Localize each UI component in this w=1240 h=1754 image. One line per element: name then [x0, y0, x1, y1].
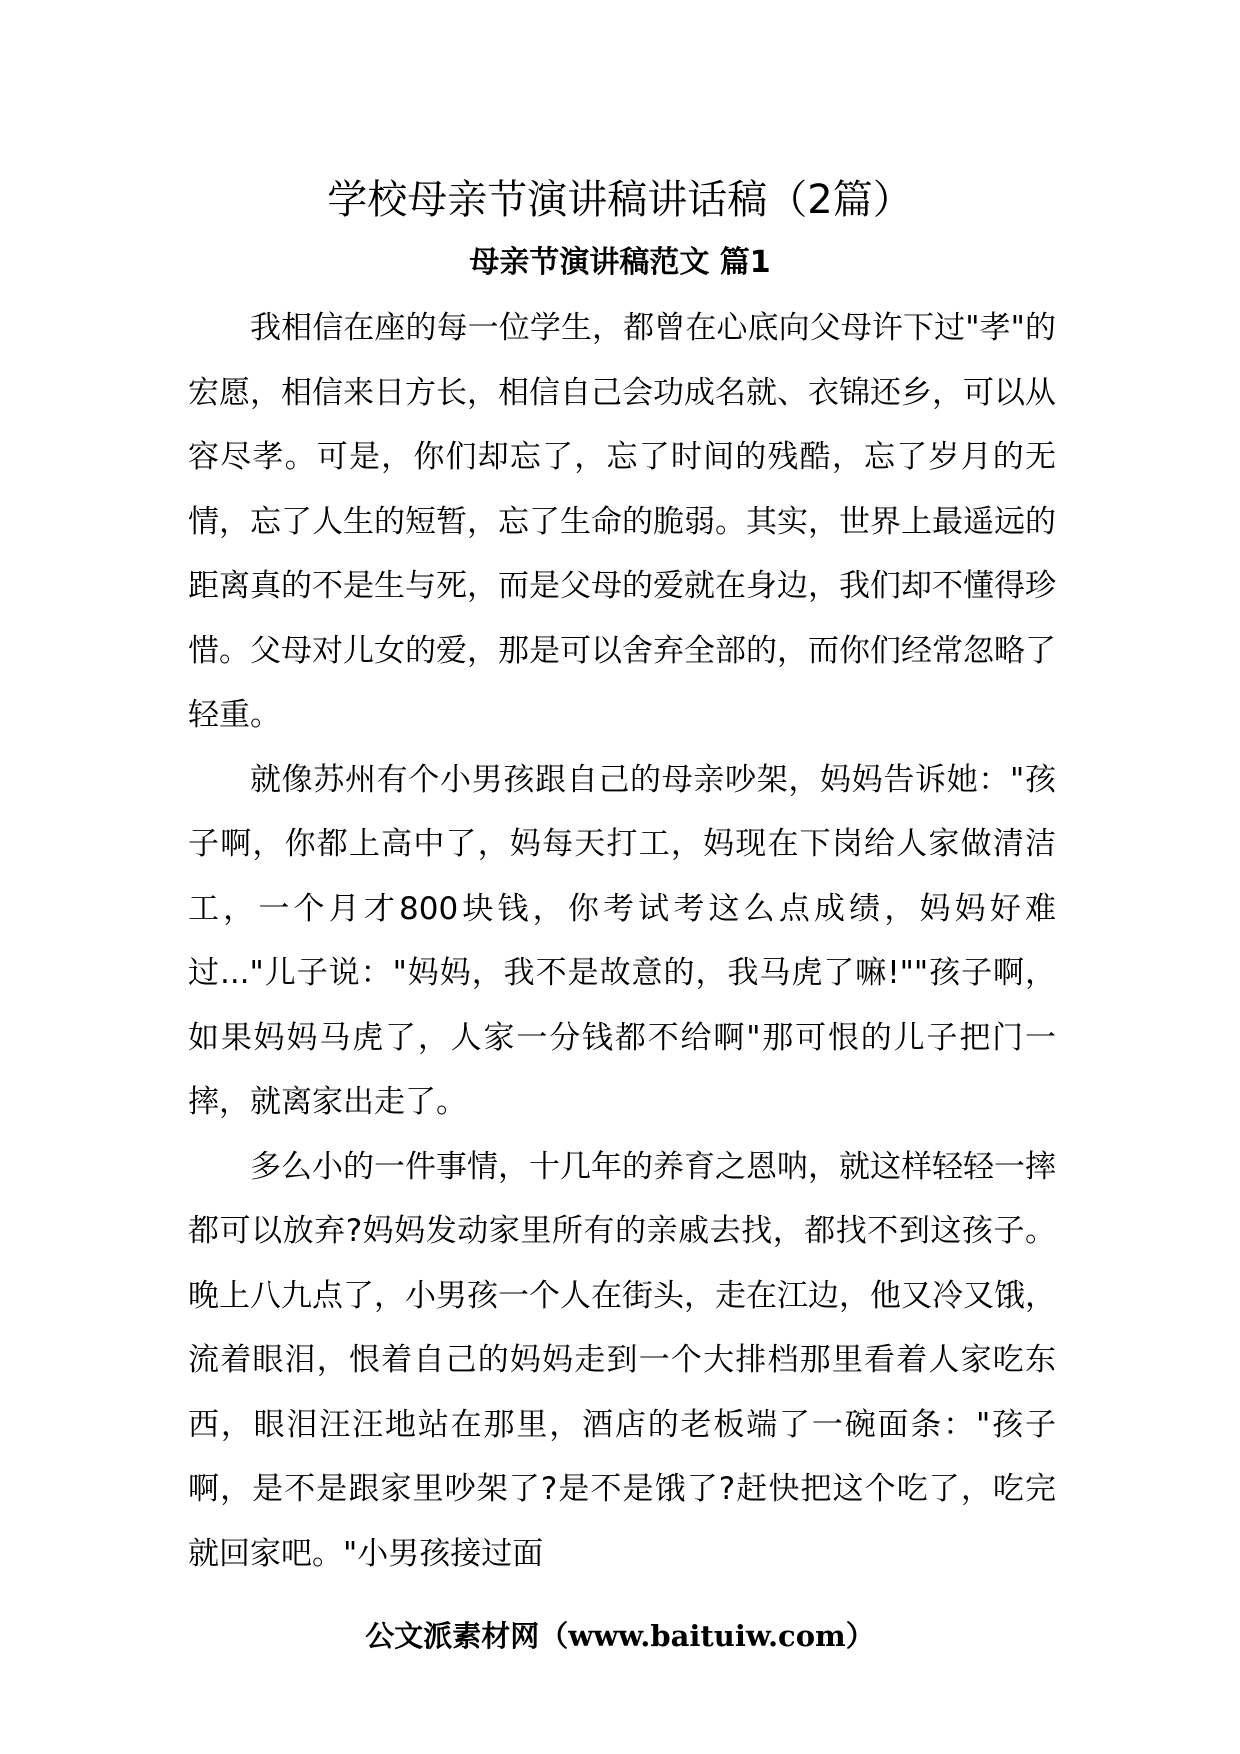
paragraph-1: 我相信在座的每一位学生，都曾在心底向父母许下过"孝"的宏愿，相信来日方长，相信自己会功成名就、衣锦还乡，可以从容尽孝。可是，你们却忘了，忘了时间的残酷，忘了岁月的无情，忘了人生的短暂，忘了生命的脆弱。其实，世界上最遥远的距离真的不是生与死，而是父母的爱就在身边，我们却不懂得珍惜。父母对儿女的爱，那是可以舍弃全部的，而你们经常忽略了轻重。: [188, 310, 1056, 733]
paragraph-3: 多么小的一件事情，十几年的养育之恩呐，就这样轻轻一摔都可以放弃?妈妈发动家里所有的亲戚去找，都找不到这孩子。晚上八九点了，小男孩一个人在街头，走在江边，他又冷又饿，流着眼泪，恨着自己的妈妈走到一个大排档那里看着人家吃东西，眼泪汪汪地站在那里，酒店的老板端了一碗面条："孩子啊，是不是跟家里吵架了?是不是饿了?赶快把这个吃了，吃完就回家吧。"小男孩接过面: [188, 1148, 1056, 1572]
footer-source: 公文派素材网（www.baituiw.com）: [365, 1619, 875, 1653]
document-body: [188, 296, 1056, 1586]
document-subtitle: 母亲节演讲稿范文 篇1: [469, 245, 771, 280]
document-title: 学校母亲节演讲稿讲话稿（2篇）: [327, 177, 913, 223]
paragraph-2: 就像苏州有个小男孩跟自己的母亲吵架，妈妈告诉她："孩子啊，你都上高中了，妈每天打工，妈现在下岗给人家做清洁工，一个月才800块钱，你考试考这么点成绩，妈妈好难过..."儿子说："妈妈，我不是故意的，我马虎了嘛!""孩子啊，如果妈妈马虎了，人家一分钱都不给啊"那可恨的儿子把门一摔，就离家出走了。: [188, 761, 1056, 1120]
